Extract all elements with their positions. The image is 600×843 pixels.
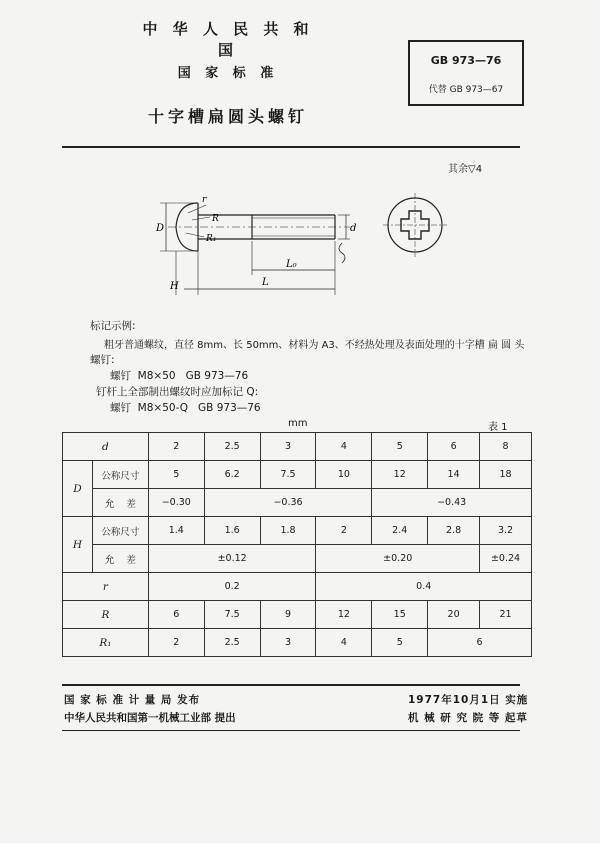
table-cell: 20 (428, 601, 480, 629)
table-cell: 2.8 (428, 517, 480, 545)
table-cell: 2.5 (204, 629, 260, 657)
table-cell: −0.43 (372, 489, 532, 517)
table-cell: 3.2 (480, 517, 532, 545)
footer-rule (62, 684, 520, 686)
table-cell: 10 (316, 461, 372, 489)
replaces-standard: 代替 GB 973—67 (428, 85, 504, 95)
table-cell: 1.6 (204, 517, 260, 545)
label-L0: L₀ (286, 259, 297, 270)
standard-category: 国 家 标 准 (177, 66, 279, 81)
table-cell: −0.30 (148, 489, 204, 517)
marking-description-end: 螺钉: (90, 354, 115, 366)
table-cell: 7.5 (260, 461, 316, 489)
row-label: 允 差 (92, 489, 148, 517)
table-row (63, 489, 532, 517)
table-cell: 4 (316, 629, 372, 657)
table-row (63, 629, 532, 657)
row-label: R₁ (63, 629, 149, 657)
table-cell: 4 (316, 433, 372, 461)
row-label: 公称尺寸 (92, 461, 148, 489)
label-L: L (262, 277, 269, 288)
dimension-table (62, 432, 532, 657)
table-cell: 2.5 (204, 433, 260, 461)
table-cell: 8 (480, 433, 532, 461)
table-cell: 6.2 (204, 461, 260, 489)
table-cell: ±0.24 (480, 545, 532, 573)
table-cell: 6 (148, 601, 204, 629)
table-cell: 1.8 (260, 517, 316, 545)
table-cell: 0.4 (316, 573, 532, 601)
table-cell: ±0.20 (316, 545, 480, 573)
label-d: d (350, 223, 357, 234)
table-cell: 15 (372, 601, 428, 629)
standard-number: GB 973—76 (430, 54, 502, 67)
drafter: 机 械 研 究 院 等 起草 (408, 712, 528, 724)
row-label: R (63, 601, 149, 629)
row-label: 允 差 (92, 545, 148, 573)
country-title: 中 华 人 民 共 和 国 (142, 20, 314, 59)
table-cell: 7.5 (204, 601, 260, 629)
table-cell: 6 (428, 629, 532, 657)
row-label: r (63, 573, 149, 601)
table-row (63, 517, 532, 545)
table-cell: 2 (316, 517, 372, 545)
table-cell: ±0.12 (148, 545, 316, 573)
label-R1: R₁ (206, 234, 217, 244)
table-number: 表 1 (488, 422, 508, 433)
table-cell: 21 (480, 601, 532, 629)
table-cell: 5 (372, 629, 428, 657)
marking-example-1: 螺钉 M8×50 GB 973—76 (110, 370, 249, 382)
label-r: r (202, 195, 207, 205)
row-group-label: H (63, 517, 93, 573)
header-rule (62, 146, 520, 148)
table-row (63, 573, 532, 601)
marking-description: 粗牙普通螺纹，直径 8mm、长 50mm、材料为 A3、不经热处理及表面处理的十字槽 扁 圆 头 (104, 340, 525, 351)
table-cell: 9 (260, 601, 316, 629)
standard-number-box (408, 40, 524, 106)
table-row (63, 545, 532, 573)
proposer: 中华人民共和国第一机械工业部 提出 (64, 712, 236, 724)
table-cell: 6 (428, 433, 480, 461)
marking-example-2: 螺钉 M8×50-Q GB 973—76 (110, 402, 261, 414)
label-H: H (170, 281, 179, 292)
label-D: D (156, 223, 165, 234)
table-cell: 2 (148, 433, 204, 461)
table-cell: 5 (148, 461, 204, 489)
implementation-date: 1977年10月1日 实施 (408, 694, 529, 706)
table-cell: −0.36 (204, 489, 372, 517)
label-R: R (212, 214, 219, 224)
table-cell: 5 (372, 433, 428, 461)
table-cell: 18 (480, 461, 532, 489)
marking-note: 钉杆上全部制出螺纹时应加标记 Q: (96, 386, 259, 398)
surface-roughness-note: 其余▽4 (448, 164, 483, 175)
table-cell: 2.4 (372, 517, 428, 545)
table-cell: 2 (148, 629, 204, 657)
table-cell: 0.2 (148, 573, 316, 601)
row-label: 公称尺寸 (92, 517, 148, 545)
page-title: 十字槽扁圆头螺钉 (147, 107, 308, 126)
marking-heading: 标记示例: (90, 320, 136, 332)
row-group-label: D (63, 461, 93, 517)
table-row (63, 601, 532, 629)
table-cell: 14 (428, 461, 480, 489)
head-end-view (383, 193, 447, 257)
table-row (63, 461, 532, 489)
table-cell: 1.4 (148, 517, 204, 545)
row-label: d (63, 433, 149, 461)
footer-bottom-rule (62, 730, 520, 731)
table-unit: mm (288, 418, 308, 429)
table-row (63, 433, 532, 461)
screw-drawing (150, 185, 450, 300)
table-cell: 3 (260, 629, 316, 657)
issuer: 国 家 标 准 计 量 局 发布 (64, 694, 201, 706)
table-cell: 12 (372, 461, 428, 489)
table-cell: 3 (260, 433, 316, 461)
table-cell: 12 (316, 601, 372, 629)
